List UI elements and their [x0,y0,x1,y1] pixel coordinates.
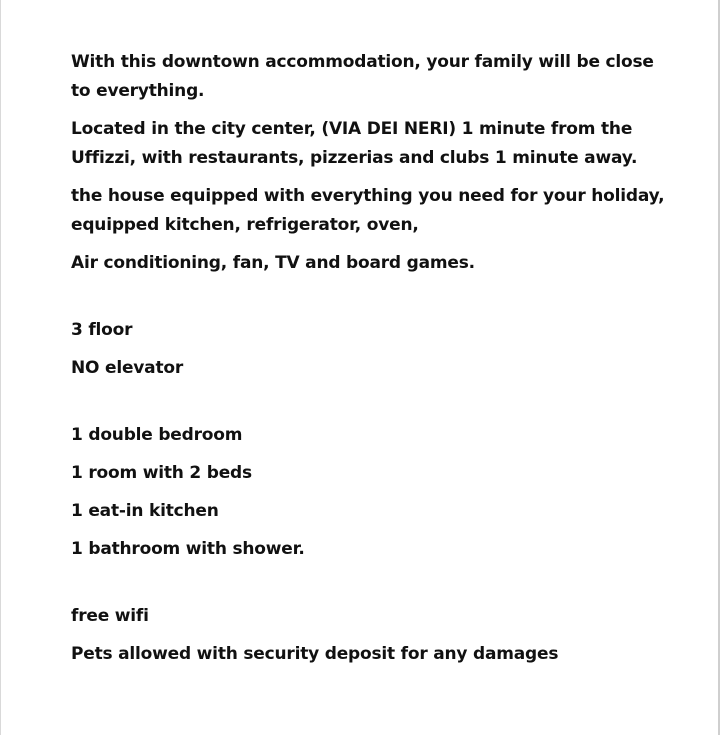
elevator-line: NO elevator [71,358,184,378]
room-line: 1 eat-in kitchen [71,501,219,521]
description-paragraph: With this downtown accommodation, your family will be close to everything. [71,52,654,101]
equipment-paragraph: the house equipped with everything you need for your holiday, equipped kitchen, refrigerator, oven, [71,186,665,235]
blank-line [71,392,671,421]
document-body [71,48,671,678]
pets-line: Pets allowed with security deposit for any damages [71,644,559,664]
blank-line [71,573,671,602]
wifi-line: free wifi [71,606,149,626]
room-line: 1 bathroom with shower. [71,539,305,559]
blank-line [71,287,671,316]
floor-line: 3 floor [71,320,133,340]
room-line: 1 double bedroom [71,425,243,445]
room-line: 1 room with 2 beds [71,463,252,483]
features-paragraph: Air conditioning, fan, TV and board games. [71,253,475,273]
location-paragraph: Located in the city center, (VIA DEI NERI) 1 minute from the Uffizzi, with restaurants, pizzerias and clubs 1 minute away. [71,119,638,168]
